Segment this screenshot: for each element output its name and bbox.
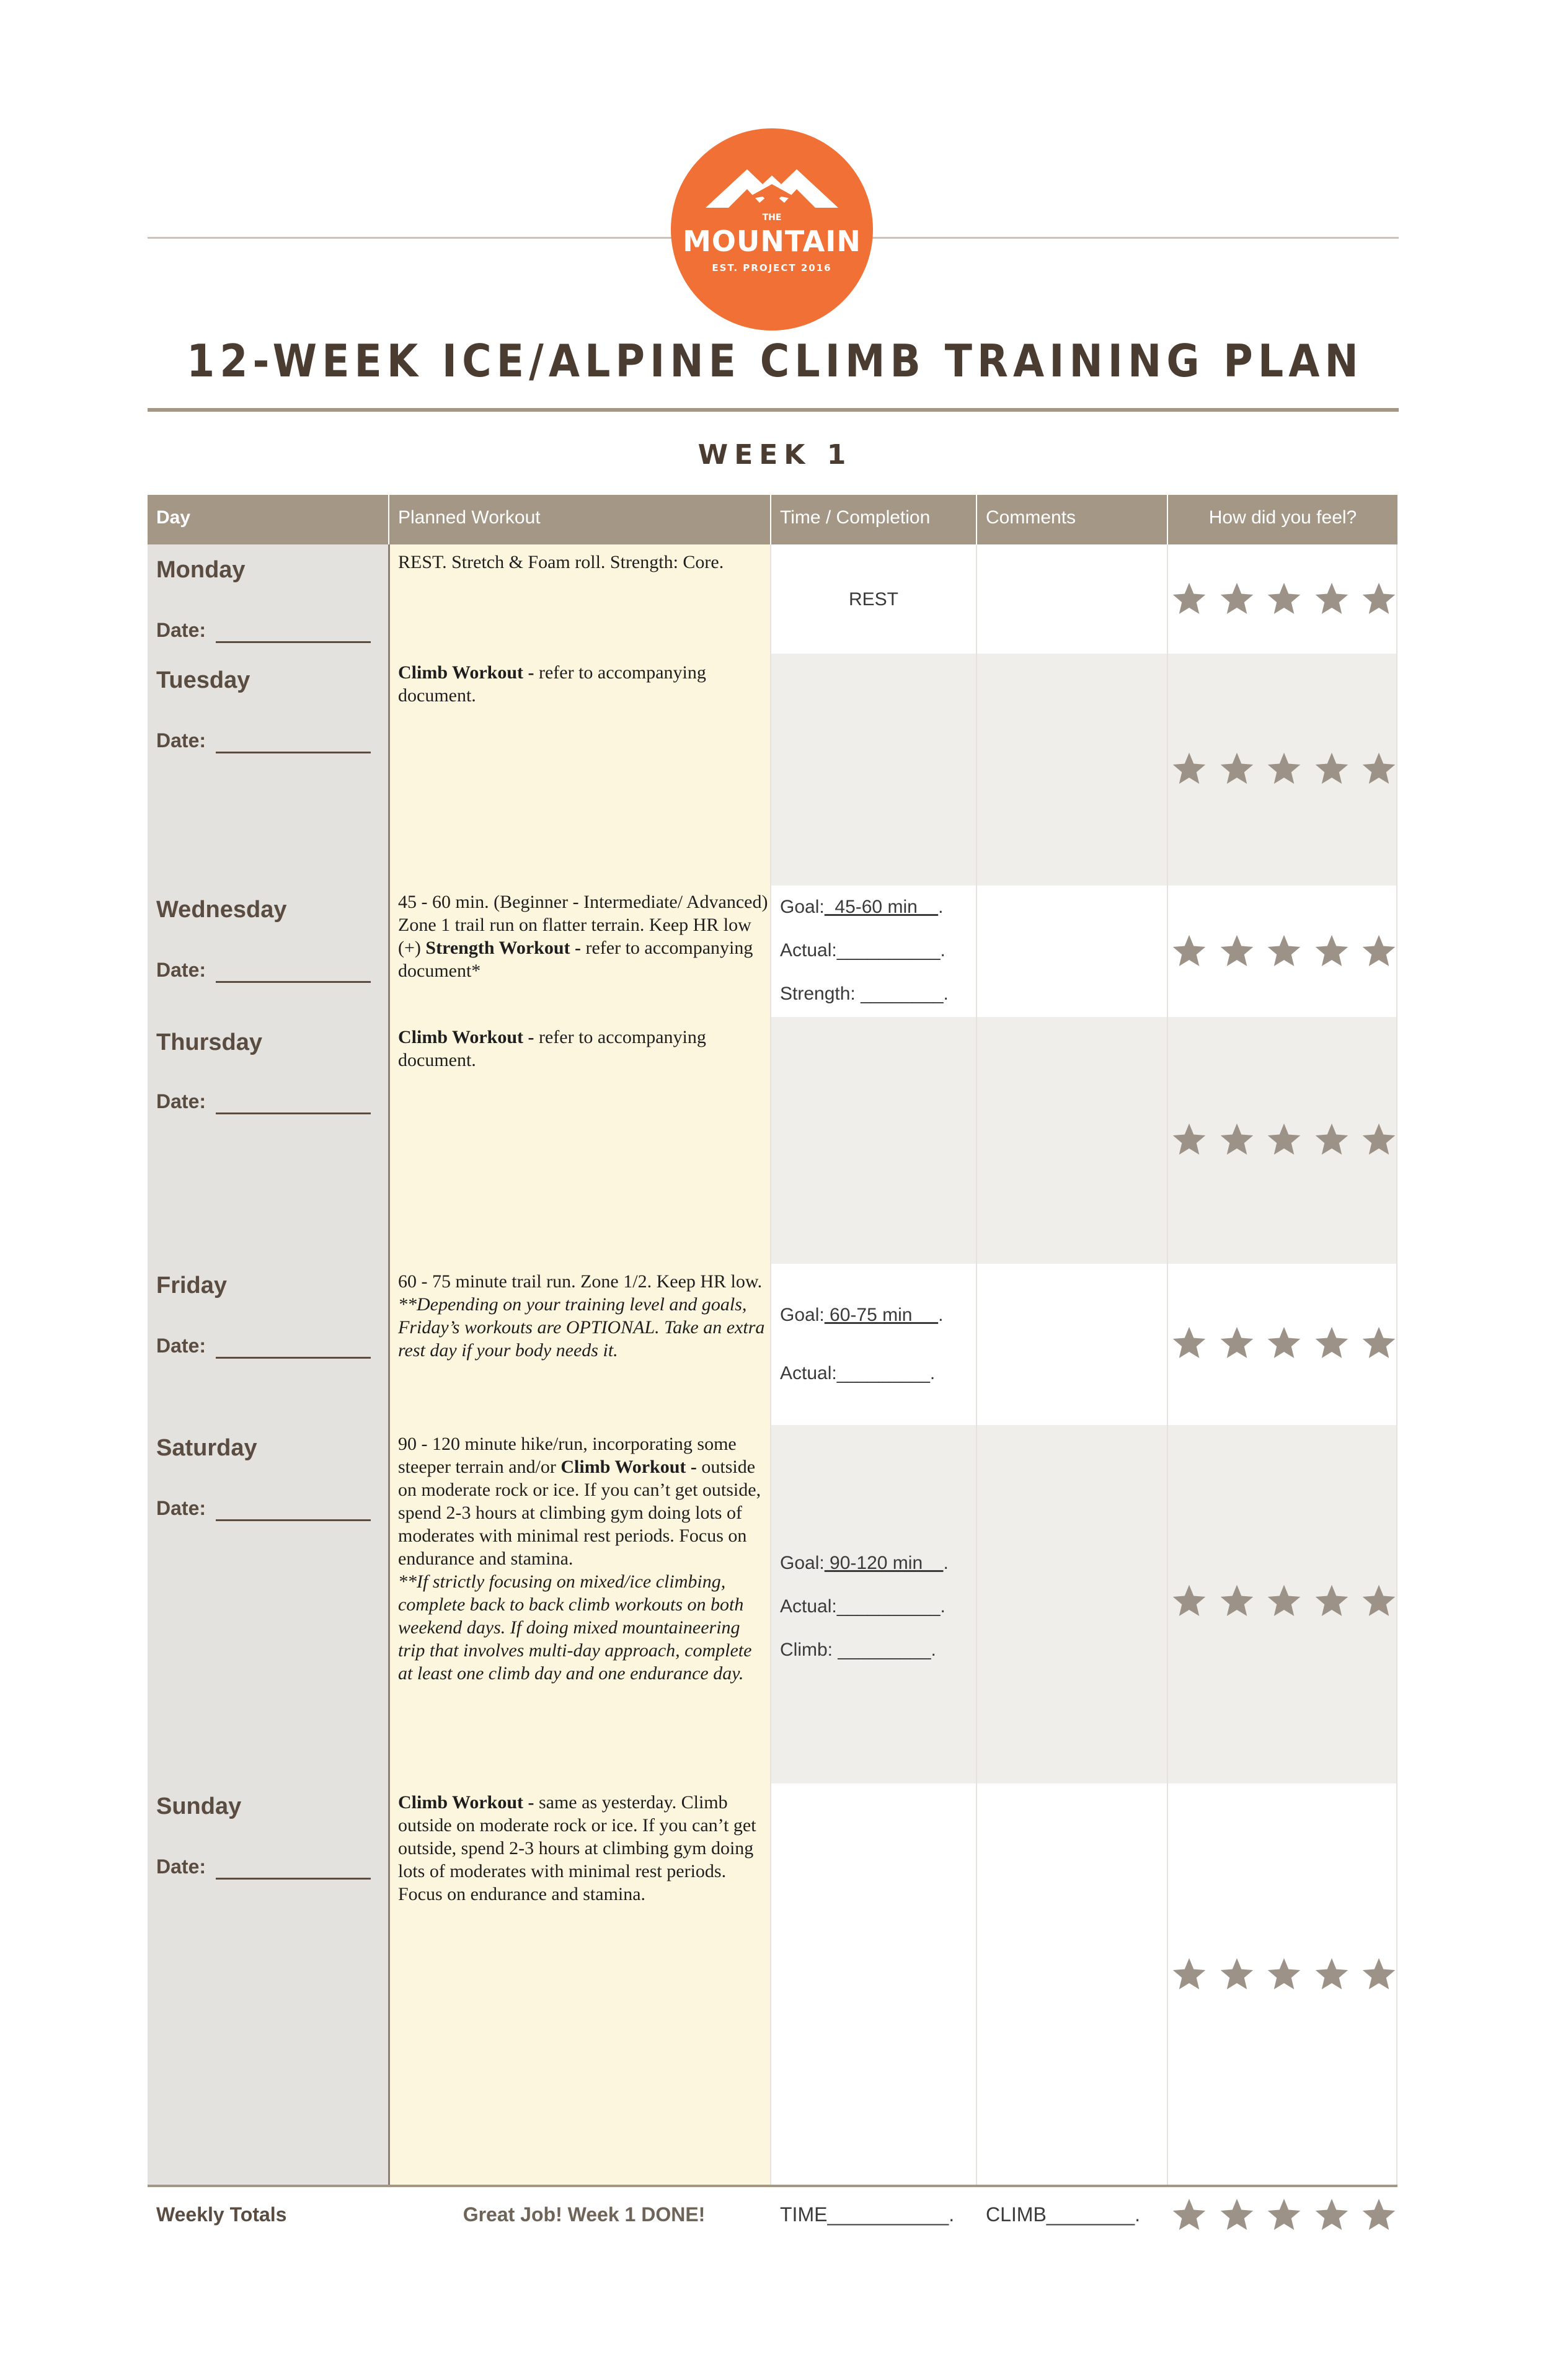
weekly-time-field[interactable]: TIME___________. (780, 2203, 955, 2226)
star-icon[interactable] (1218, 1956, 1256, 1993)
star-icon[interactable] (1218, 2196, 1256, 2234)
star-icon[interactable] (1218, 1121, 1256, 1158)
star-icon[interactable] (1360, 2196, 1397, 2234)
date-field[interactable] (216, 752, 371, 753)
star-icon[interactable] (1171, 1583, 1208, 1620)
day-column-bg (148, 544, 388, 2185)
col-divider (770, 544, 771, 2185)
star-icon[interactable] (1360, 1121, 1397, 1158)
time-monday: REST (848, 589, 898, 610)
col-divider (1396, 544, 1397, 2185)
star-icon[interactable] (1360, 1325, 1397, 1362)
star-icon[interactable] (1265, 2196, 1303, 2234)
plan-monday: REST. Stretch & Foam roll. Strength: Core. (398, 552, 724, 572)
col-divider (976, 544, 977, 2185)
header-day: Day (148, 495, 388, 544)
date-field[interactable] (216, 1878, 371, 1880)
header-comments: Comments (977, 495, 1167, 544)
actual-wednesday[interactable]: Actual:__________. (780, 940, 946, 961)
rating-tuesday[interactable] (1171, 750, 1397, 789)
date-label: Date: (156, 1497, 206, 1519)
star-icon[interactable] (1265, 933, 1303, 970)
weekly-totals-message: Great Job! Week 1 DONE! (463, 2203, 706, 2226)
star-icon[interactable] (1313, 1121, 1350, 1158)
star-icon[interactable] (1360, 580, 1397, 618)
header-time: Time / Completion (771, 495, 976, 544)
rating-totals[interactable] (1171, 2196, 1397, 2235)
star-icon[interactable] (1360, 1583, 1397, 1620)
day-wednesday: Wednesday (156, 897, 287, 923)
day-tuesday: Tuesday (156, 667, 250, 693)
week-label: WEEK 1 (698, 439, 852, 471)
plan-column-border (388, 544, 390, 2185)
star-icon[interactable] (1218, 750, 1256, 788)
goal-friday[interactable]: Goal: 60-75 min . (780, 1305, 944, 1325)
star-icon[interactable] (1313, 933, 1350, 970)
plan-sunday: Climb Workout - same as yesterday. Climb outside on moderate rock or ice. If you can’t get outside, spend 2-3 hours at climbing gym doing lots of moderates with minimal rest periods. Focus on endurance and stamina. (398, 1792, 756, 1904)
plan-saturday: 90 - 120 minute hike/run, incorporating some steeper terrain and/or Climb Workout - outside on moderate rock or ice. If you can’t get outside, spend 2-3 hours at climbing gym doing lots of moderates with minimal rest periods. Focus on endurance and stamina. **If strictly focusing on mixed/ice climbing, complete back to back climb workouts on both weekend days. If doing mixed mountaineering trip that involves multi-day approach, complete at least one climb day and one endurance day. (398, 1434, 761, 1684)
star-icon[interactable] (1171, 1121, 1208, 1158)
rating-friday[interactable] (1171, 1325, 1397, 1363)
actual-saturday[interactable]: Actual:__________. (780, 1596, 946, 1617)
plan-friday: 60 - 75 minute trail run. Zone 1/2. Keep HR low. **Depending on your training level and goals, Friday’s workouts are OPTIONAL. Take an extra rest day if your body needs it. (398, 1271, 765, 1361)
star-icon[interactable] (1265, 1325, 1303, 1362)
day-saturday: Saturday (156, 1435, 257, 1461)
star-icon[interactable] (1313, 1956, 1350, 1993)
star-icon[interactable] (1360, 1956, 1397, 1993)
star-icon[interactable] (1265, 750, 1303, 788)
date-label: Date: (156, 1855, 206, 1878)
date-field[interactable] (216, 1519, 371, 1521)
rating-thursday[interactable] (1171, 1121, 1397, 1160)
star-icon[interactable] (1171, 933, 1208, 970)
date-field[interactable] (216, 1357, 371, 1359)
svg-text:THE: THE (762, 213, 782, 223)
star-icon[interactable] (1171, 2196, 1208, 2234)
star-icon[interactable] (1265, 1121, 1303, 1158)
star-icon[interactable] (1265, 1956, 1303, 1993)
plan-tuesday: Climb Workout - refer to accompanying document. (398, 662, 706, 706)
date-label: Date: (156, 1334, 206, 1357)
day-friday: Friday (156, 1272, 228, 1299)
date-label: Date: (156, 729, 206, 752)
svg-text:EST. PROJECT 2016: EST. PROJECT 2016 (712, 262, 832, 273)
weekly-totals-label: Weekly Totals (156, 2203, 287, 2226)
weekly-climb-field[interactable]: CLIMB________. (986, 2203, 1141, 2226)
date-field[interactable] (216, 1112, 371, 1114)
goal-wednesday[interactable]: Goal: 45-60 min . (780, 897, 944, 917)
star-icon[interactable] (1171, 750, 1208, 788)
rating-monday[interactable] (1171, 580, 1397, 619)
star-icon[interactable] (1360, 933, 1397, 970)
star-icon[interactable] (1218, 1325, 1256, 1362)
actual-friday[interactable]: Actual:_________. (780, 1363, 936, 1383)
goal-saturday[interactable]: Goal: 90-120 min . (780, 1553, 949, 1573)
plan-thursday: Climb Workout - refer to accompanying document. (398, 1027, 706, 1070)
totals-rule (148, 2185, 1397, 2187)
date-label: Date: (156, 959, 206, 981)
header-plan: Planned Workout (389, 495, 770, 544)
day-monday: Monday (156, 557, 246, 583)
day-thursday: Thursday (156, 1029, 263, 1055)
rating-wednesday[interactable] (1171, 933, 1397, 971)
rating-sunday[interactable] (1171, 1956, 1397, 1994)
date-label: Date: (156, 619, 206, 641)
date-label: Date: (156, 1090, 206, 1112)
mountain-project-logo (670, 127, 874, 332)
svg-text:MOUNTAIN: MOUNTAIN (683, 224, 861, 258)
star-icon[interactable] (1313, 2196, 1350, 2234)
date-field[interactable] (216, 981, 371, 983)
star-icon[interactable] (1265, 580, 1303, 618)
star-icon[interactable] (1218, 933, 1256, 970)
rating-saturday[interactable] (1171, 1583, 1397, 1621)
climb-saturday[interactable]: Climb: _________. (780, 1640, 936, 1660)
plan-column-bg (389, 544, 770, 2185)
header-feel: How did you feel? (1168, 495, 1397, 544)
title-rule (148, 408, 1399, 412)
star-icon[interactable] (1171, 1325, 1208, 1362)
star-icon[interactable] (1313, 1583, 1350, 1620)
date-field[interactable] (216, 641, 371, 643)
plan-wednesday: 45 - 60 min. (Beginner - Intermediate/ Advanced) Zone 1 trail run on flatter terrain. Keep HR low (+) Strength Workout - refer to accompanying document* (398, 892, 768, 981)
star-icon[interactable] (1313, 1325, 1350, 1362)
strength-wednesday[interactable]: Strength: ________. (780, 984, 949, 1004)
star-icon[interactable] (1313, 580, 1350, 618)
star-icon[interactable] (1360, 750, 1397, 788)
star-icon[interactable] (1218, 580, 1256, 618)
star-icon[interactable] (1313, 750, 1350, 788)
col-divider (1167, 544, 1168, 2185)
star-icon[interactable] (1218, 1583, 1256, 1620)
day-sunday: Sunday (156, 1793, 242, 1819)
star-icon[interactable] (1171, 580, 1208, 618)
page-title: 12-WEEK ICE/ALPINE CLIMB TRAINING PLAN (187, 335, 1363, 387)
star-icon[interactable] (1265, 1583, 1303, 1620)
star-icon[interactable] (1171, 1956, 1208, 1993)
